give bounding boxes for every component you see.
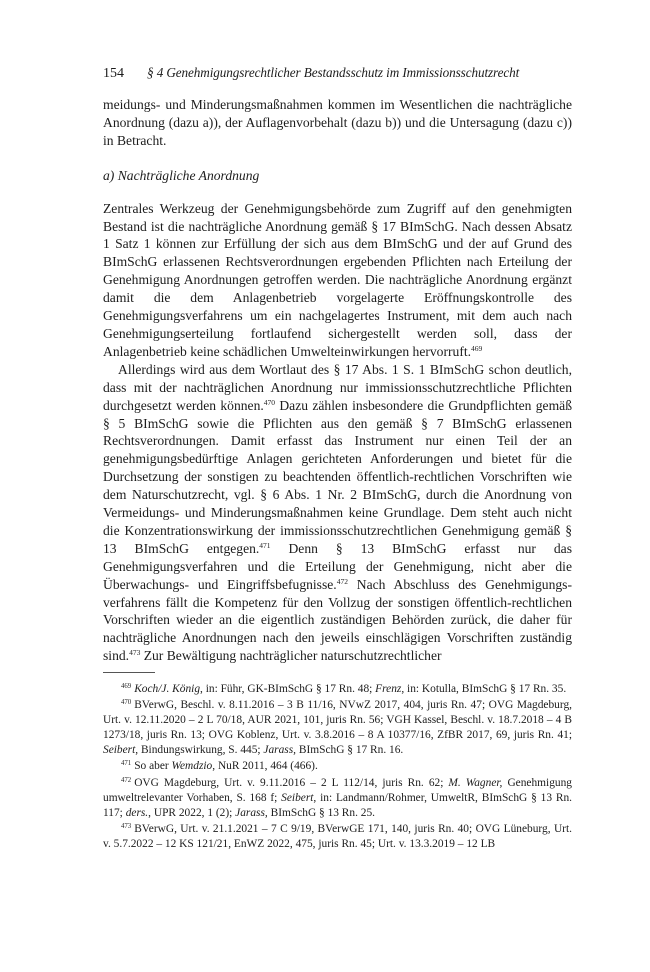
footnote-number: 472	[121, 776, 132, 784]
author-name: Frenz	[375, 683, 402, 695]
footnote-text: BVerwG, Urt. v. 21.1.2021 – 7 C 9/19, BVerwGE 171, 140, juris Rn. 40; OVG Lüneburg, Urt. v. 5.7.2022 – 12 KS 121/21, EnWZ 2022, 475, juris Rn. 45; Urt. v. 13.3.2019 – 12 LB	[103, 822, 572, 850]
author-name: Koch/J. König	[134, 683, 201, 695]
footnote-ref-471[interactable]: 471	[259, 540, 271, 550]
footnote-text: BImSchG § 17 Rn. 16.	[296, 744, 404, 757]
footnote-number: 473	[121, 822, 132, 830]
author-name: ders.	[125, 806, 149, 819]
paragraph-intro	[103, 200, 572, 361]
paragraph-main	[103, 361, 572, 665]
author-name: Seibert	[103, 744, 136, 757]
footnote-ref-472[interactable]: 472	[336, 576, 348, 586]
footnote-text: , NuR 2011, 464 (466).	[212, 760, 318, 773]
footnote-text: Genehmigung umweltrelevanter Vorhaben, S. 168 f;	[103, 776, 572, 804]
footnote-text: OVG Magdeburg, Urt. v. 9.11.2016 – 2 L 112/14, juris Rn. 62;	[134, 776, 449, 789]
footnote-number: 469	[121, 683, 132, 690]
page-number: 154	[103, 66, 124, 81]
paragraph-text: Allerdings wird aus dem Wortlaut des § 17 Abs. 1 S. 1 BImSchG schon deutlich, dass mit der nachträglichen Anordnung nur immissionsschutzrechtliche Pflichten durchgesetzt werden können.	[103, 361, 572, 413]
author-name: Jarass,	[263, 744, 297, 757]
footnote-number: 470	[121, 699, 132, 707]
author-name: Jarass,	[235, 806, 268, 819]
footnote-470	[103, 698, 572, 758]
paragraph-text: Zentrales Werkzeug der Genehmigungsbehörde zum Zugriff auf den genehmigten Bestand ist die nachträgliche Anordnung gemäß § 17 BImSchG. Nach dessen Absatz 1 Satz 1 können zur Erfüllung der sich aus dem BImSchG und der auf Grund des BImSchG erlassenen Rechtsverordnungen ergebenden Pflichten nach Erteilung der Genehmigung Anordnungen getroffen werden. Die nachträgliche Anordnung ergänzt damit die dem Anlagenbetrieb vorgelagerte Eröffnungskontrolle des Genehmigungsverfahrens um ein nachgelagertes Instrument, mit dem auch nach Genehmigungserteilung fortlaufend sichergestellt werden soll, dass der Anlagenbetrieb keine schädlichen Umwelteinwirkungen hervorruft.	[103, 200, 572, 359]
author-name: Wemdzio	[171, 760, 213, 773]
footnote-471	[103, 759, 572, 774]
footnote-text: , in: Führ, GK-BImSchG § 17 Rn. 48;	[200, 683, 376, 695]
running-title: § 4 Genehmigungsrechtlicher Bestandsschutz im Immissionsschutzrecht	[147, 65, 520, 80]
footnotes	[103, 682, 572, 853]
running-head	[103, 64, 571, 83]
footnote-text: , UPR 2022, 1 (2);	[148, 806, 236, 819]
footnote-text: , Bindungswirkung, S. 445;	[135, 744, 264, 757]
author-name: Seibert	[281, 791, 314, 804]
section-heading: a) Nachträgliche Anordnung	[103, 167, 260, 183]
paragraph-text: Zur Bewältigung nachträglicher naturschutzrechtlicher	[140, 648, 442, 664]
paragraph-continuation: meidungs- und Minderungsmaßnahmen kommen im Wesentlichen die nachträgliche Anordnung (dazu a)), der Auflagenvorbehalt (dazu b)) und die Untersagung (dazu c)) in Betracht.	[103, 97, 572, 148]
footnote-text: , in: Landmann/Rohmer, UmweltR, BImSchG § 13 Rn. 117;	[103, 791, 572, 819]
footnote-text: So aber	[134, 760, 172, 773]
footnote-text: BImSchG § 13 Rn. 25.	[267, 806, 376, 819]
footnote-number: 471	[121, 760, 132, 768]
footnote-473	[103, 822, 572, 852]
paragraph-text: Nach Abschluss des Genehmigungsverfahrens fällt die Kompetenz für den Vollzug der sonstigen öffentlich-rechtlichen Vorschriften wieder an die eigentlich zuständigen Behörden zurück, die daher für nachträgliche Anordnungen nach den jeweils einschlägigen Vorschriften zuständig sind.	[103, 576, 572, 664]
footnote-divider	[103, 672, 155, 673]
footnote-ref-473[interactable]: 473	[129, 648, 141, 658]
footnote-text: , in: Kotulla, BImSchG § 17 Rn. 35.	[401, 683, 567, 695]
author-name: M. Wagner,	[448, 776, 503, 789]
main-text	[103, 96, 572, 665]
footnote-472	[103, 776, 572, 821]
footnote-text: BVerwG, Beschl. v. 8.11.2016 – 3 B 11/16, NVwZ 2017, 404, juris Rn. 47; OVG Magdeburg, Urt. v. 12.11.2020 – 2 L 70/18, AUR 2021, 101, juris Rn. 56; VGH Kassel, Beschl. v. 18.7.2018 – 4 B 1273/18, juris Rn. 13; OVG Koblenz, Urt. v. 3.8.2016 – 8 A 10377/16, ZfBR 2017, 69, juris Rn. 41;	[103, 699, 572, 742]
paragraph-text: Denn § 13 BImSchG erfasst nur das Genehmigungsverfahren und die Erteilung der Genehmigung, nicht aber die Überwachungs- und Eingriffsbefugnisse.	[103, 540, 572, 592]
footnote-ref-470[interactable]: 470	[263, 397, 276, 407]
footnote-469	[103, 682, 572, 697]
paragraph-text: Dazu zählen insbesondere die Grundpflichten gemäß § 5 BImSchG sowie die Pflichten aus den gemäß § 7 BImSchG erlassenen Rechtsverordnungen. Damit erfasst das Instrument nur einen Teil der an genehmigungsbedürftige Anlagen gerichteten Anforderungen und bietet für die Durchsetzung der sonstigen zu beachtenden öffentlich-rechtlichen Vorschriften wie dem Naturschutzrecht, vgl. § 6 Abs. 1 Nr. 2 BImSchG, durch die Anordnung von Vermeidungs- und Minderungsmaßnahmen keine Grundlage. Dem steht auch nicht die Konzentrationswirkung der immissionsschutzrechtlichen Genehmigung gemäß § 13 BImSchG entgegen.	[103, 397, 572, 556]
footnote-ref-469[interactable]: 469	[471, 343, 483, 353]
